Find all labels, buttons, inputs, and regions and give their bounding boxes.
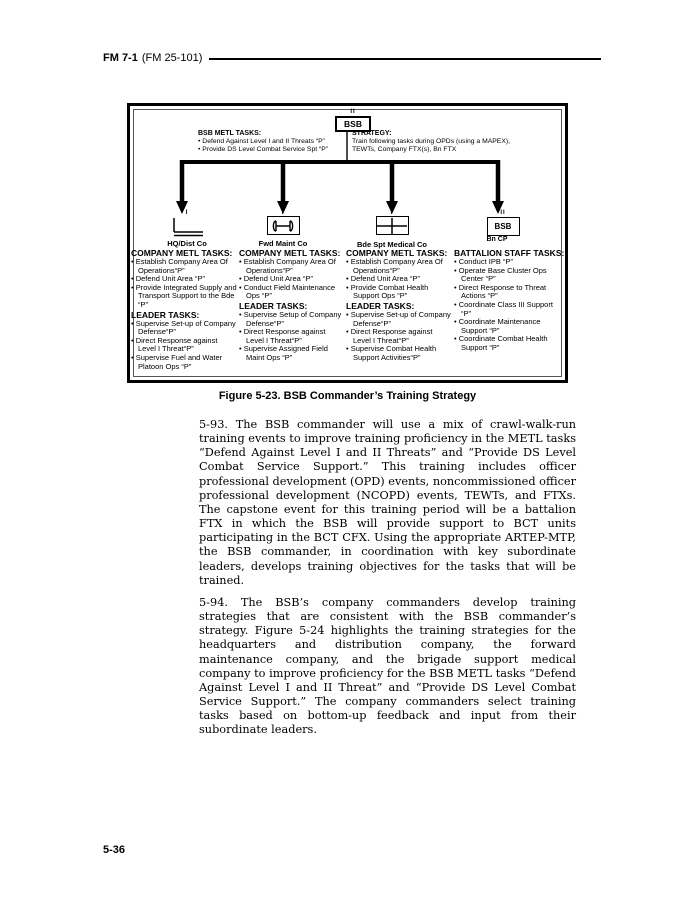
down-arrow-icon <box>386 160 398 214</box>
section-title: BATTALION STAFF TASKS: <box>454 248 565 258</box>
doc-reference: (FM 25-101) <box>141 52 203 64</box>
task-item: • Supervise Setup of Company Defense“P” <box>239 311 345 328</box>
section-title: COMPANY METL TASKS: <box>346 248 448 258</box>
bsb-metl-tasks-block <box>198 130 348 155</box>
strategy-line: TEWTs, Company FTX(s), Bn FTX <box>352 146 457 154</box>
task-item: • Provide Combat Health Support Ops “P” <box>346 284 452 301</box>
task-item: • Coordinate Maintenance Support “P” <box>454 318 562 335</box>
medical-cross-icon <box>377 218 407 234</box>
doc-number: FM 7-1 <box>103 52 138 64</box>
unit-symbol-fwd-maint <box>228 210 338 248</box>
unit-symbol-medical <box>337 210 447 249</box>
task-item: • Establish Company Area Of Operations“P” <box>239 258 345 275</box>
down-arrow-icon <box>176 160 188 214</box>
task-item: • Provide Integrated Supply and Transport Support to the Bde “P” <box>131 284 237 310</box>
task-item: • Coordinate Combat Health Support “P” <box>454 335 562 352</box>
unit-sublabel: Bn CP <box>486 236 508 243</box>
task-item: • Conduct Field Maintenance Ops “P” <box>239 284 345 301</box>
company-size-indicator: I <box>185 210 189 216</box>
strategy-title: STRATEGY: <box>352 130 392 137</box>
task-item: • Direct Response against Level I Threat“P” <box>239 328 345 345</box>
task-item: • Defend Unit Area “P” <box>239 275 345 284</box>
section-title: LEADER TASKS: <box>131 309 200 320</box>
task-item: • Direct Response against Level I Threat“P” <box>131 337 237 354</box>
down-arrow-icon <box>492 160 504 214</box>
bsb-root-box: BSB <box>335 116 371 132</box>
paragraph-5-94: 5-94. The BSB’s company commanders develop training strategies that are consistent with the BSB commander’s strategy. Figure 5-24 highlights the training strategies for the headquarters and distribution company, the forward maintenance company, and the brigade support medical company to improve proficiency for the BSB METL tasks “Defend Against Level I and II Threat” and “Provide DS Level Combat Service Support.” The company commanders select training tasks based on bottom-up feedback and input from their subordinate leaders. <box>199 595 576 737</box>
maintenance-unit-icon <box>270 219 296 233</box>
battalion-size-indicator: II <box>350 109 356 115</box>
unit-label: BSB <box>494 222 512 231</box>
task-item: • Supervise Fuel and Water Platoon Ops “P” <box>131 354 237 371</box>
strategy-block <box>352 130 518 155</box>
paragraph-5-93: 5-93. The BSB commander will use a mix of crawl-walk-run training events to improve training proficiency in the METL tasks “Defend Against Level I and II Threats” and “Provide DS Level Combat Service Support.” This training includes officer professional development (OPD) events, noncommissioned officer professional development (NCOPD) events, TEWTs, and FTXs. The capstone event for this training period will be a battalion FTX in which the BSB will provide support to BCT units participating in the BCT CFX. Using the appropriate ARTEP-MTP, the BSB commander, in coordination with key subordinate leaders, develops training objectives for the tasks that will be trained. <box>199 418 576 587</box>
section-title: COMPANY METL TASKS: <box>239 248 341 258</box>
header-rule <box>209 58 601 60</box>
body-text <box>199 418 576 737</box>
section-title: LEADER TASKS: <box>239 300 308 311</box>
figure-5-23-diagram <box>127 103 568 383</box>
unit-label: HQ/Dist Co <box>167 239 207 248</box>
task-item: • Establish Company Area Of Operations“P” <box>346 258 452 275</box>
bsb-metl-item: • Defend Against Level I and II Threats “P” <box>198 138 348 146</box>
unit-symbol-bsb-bn-cp <box>448 210 558 243</box>
task-item: • Establish Company Area Of Operations“P” <box>131 258 237 275</box>
task-item: • Direct Response to Threat Actions “P” <box>454 284 562 301</box>
bsb-metl-item: • Provide DS Level Combat Service Spt “P” <box>198 146 348 154</box>
strategy-line: Train following tasks during OPDs (using a MAPEX), <box>352 138 511 146</box>
company-size-indicator: I <box>390 210 394 216</box>
task-item: • Supervise Assigned Field Maint Ops “P” <box>239 345 345 362</box>
task-item: • Conduct IPB “P” <box>454 258 562 267</box>
task-item: • Direct Response against Level I Threat“P” <box>346 328 452 345</box>
task-item: • Defend Unit Area “P” <box>346 275 452 284</box>
page-number: 5-36 <box>103 844 126 856</box>
unit-label: Fwd Maint Co <box>258 238 308 248</box>
task-column-fwd-maint <box>239 248 345 363</box>
unit-symbol-hq-dist <box>132 210 242 248</box>
task-item: • Supervise Set-up of Company Defense“P” <box>131 320 237 337</box>
company-size-indicator: I <box>281 210 285 216</box>
task-column-hq-dist <box>131 248 237 371</box>
task-item: • Coordinate Class III Support “P” <box>454 301 562 318</box>
task-item: • Operate Base Cluster Ops Center “P” <box>454 267 562 284</box>
battalion-size-indicator: II <box>500 210 506 216</box>
task-item: • Supervise Combat Health Support Activities“P” <box>346 345 452 362</box>
hq-dist-unit-icon <box>168 216 206 238</box>
task-item: • Defend Unit Area “P” <box>131 275 237 284</box>
unit-label: Bde Spt Medical Co <box>356 239 427 249</box>
page-header <box>103 52 601 64</box>
down-arrow-icon <box>277 160 289 214</box>
task-column-medical <box>346 248 452 363</box>
bsb-metl-title: BSB METL TASKS: <box>198 130 262 137</box>
section-title: COMPANY METL TASKS: <box>131 248 233 258</box>
figure-caption: Figure 5-23. BSB Commander’s Training Strategy <box>218 390 477 402</box>
section-title: LEADER TASKS: <box>346 300 415 311</box>
task-column-battalion-staff <box>454 248 564 353</box>
task-item: • Supervise Set-up of Company Defense“P” <box>346 311 452 328</box>
